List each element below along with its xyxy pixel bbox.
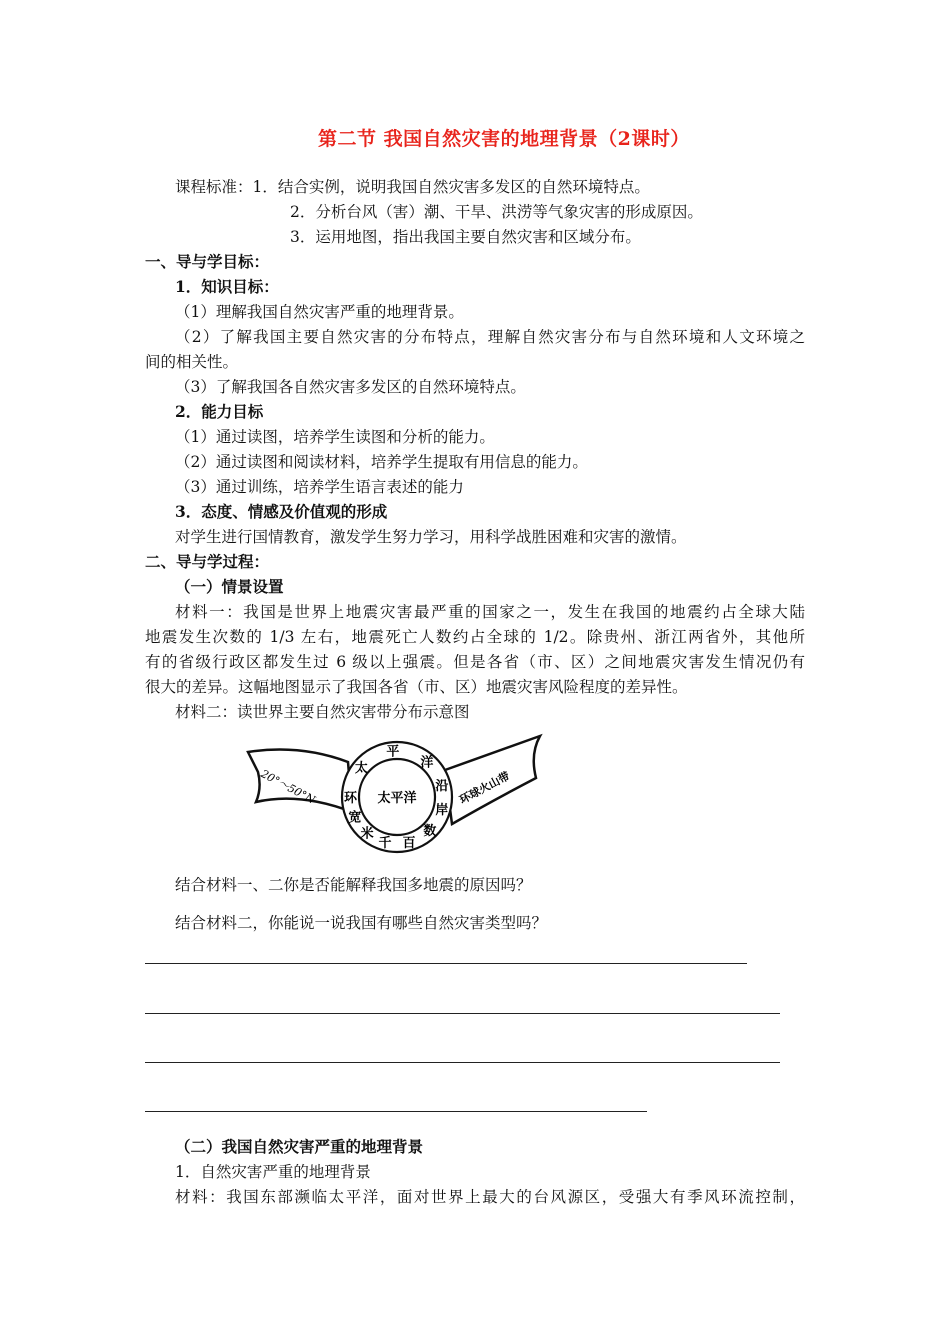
- knowledge-heading: 1．知识目标：: [175, 277, 279, 296]
- knowledge-item-3: （3）了解我国各自然灾害多发区的自然环境特点。: [175, 378, 526, 396]
- background-material: 材料：我国东部濒临太平洋，面对世界上最大的台风源区，受强大有季风环流控制，: [175, 1188, 805, 1206]
- hazard-belt-diagram: [240, 732, 570, 862]
- ability-item-2: （2）通过读图和阅读材料，培养学生提取有用信息的能力。: [175, 453, 588, 471]
- ring-char: 米: [360, 826, 374, 842]
- left-band-label: 20°～50°N: [258, 767, 318, 807]
- standard-line-1: 课程标准：1．结合实例，说明我国自然灾害多发区的自然环境特点。: [175, 178, 650, 196]
- diagram-center-label: 太平洋: [377, 791, 417, 806]
- knowledge-item-2: （2）了解我国主要自然灾害的分布特点，理解自然灾害分布与自然环境和人文环境之: [175, 328, 805, 346]
- ring-char: 洋: [420, 755, 434, 771]
- material-1-line-3: 有的省级行政区都发生过 6 级以上强震。但是各省（市、区）之间地震灾害发生情况仍有: [145, 653, 805, 671]
- ability-heading: 2．能力目标: [175, 402, 264, 421]
- knowledge-item-2-cont: 间的相关性。: [145, 353, 239, 371]
- attitude-text: 对学生进行国情教育，激发学生努力学习，用科学战胜困难和灾害的激情。: [175, 528, 687, 546]
- material-1-line-1: 材料一：我国是世界上地震灾害最严重的国家之一，发生在我国的地震约占全球大陆: [175, 603, 805, 621]
- ring-char: 太: [354, 761, 368, 777]
- scene-heading: （一）情景设置: [175, 577, 284, 596]
- question-2: 结合材料二，你能说一说我国有哪些自然灾害类型吗？: [175, 914, 548, 932]
- attitude-heading: 3．态度、情感及价值观的形成: [175, 502, 388, 521]
- standard-line-2: 2．分析台风（害）潮、干旱、洪涝等气象灾害的形成原因。: [290, 203, 703, 221]
- section-2-heading: 二、导与学过程：: [145, 552, 270, 571]
- ring-char: 平: [386, 744, 400, 760]
- background-heading: （二）我国自然灾害严重的地理背景: [175, 1137, 424, 1156]
- standard-line-3: 3．运用地图，指出我国主要自然灾害和区域分布。: [290, 228, 641, 246]
- ability-item-1: （1）通过读图，培养学生读图和分析的能力。: [175, 428, 495, 446]
- material-1-line-2: 地震发生次数的 1/3 左右，地震死亡人数约占全球的 1/2。除贵州、浙江两省外，其他所: [145, 628, 805, 646]
- page-title: 第二节 我国自然灾害的地理背景（2课时）: [318, 128, 690, 150]
- section-1-heading: 一、导与学目标：: [145, 252, 270, 271]
- material-2: 材料二：读世界主要自然灾害带分布示意图: [175, 703, 470, 721]
- answer-line-4[interactable]: [145, 1111, 647, 1112]
- ring-char: 数: [423, 823, 437, 839]
- ring-char: 沿: [435, 779, 449, 794]
- background-sub: 1．自然灾害严重的地理背景: [175, 1163, 371, 1181]
- ability-item-3: （3）通过训练，培养学生语言表述的能力: [175, 478, 464, 496]
- ring-char: 宽: [348, 810, 362, 826]
- answer-line-1[interactable]: [145, 963, 747, 964]
- question-1: 结合材料一、二你是否能解释我国多地震的原因吗？: [175, 876, 532, 894]
- answer-line-2[interactable]: [145, 1013, 780, 1014]
- knowledge-item-1: （1）理解我国自然灾害严重的地理背景。: [175, 303, 464, 321]
- ring-char: 岸: [435, 803, 449, 818]
- ring-char: 百: [402, 835, 416, 851]
- ring-char: 千: [378, 835, 392, 851]
- material-1-line-4: 很大的差异。这幅地图显示了我国各省（市、区）地震灾害风险程度的差异性。: [145, 678, 688, 696]
- right-band-label: 环球火山带: [457, 769, 512, 807]
- ring-char: 环: [343, 791, 358, 806]
- answer-line-3[interactable]: [145, 1062, 780, 1063]
